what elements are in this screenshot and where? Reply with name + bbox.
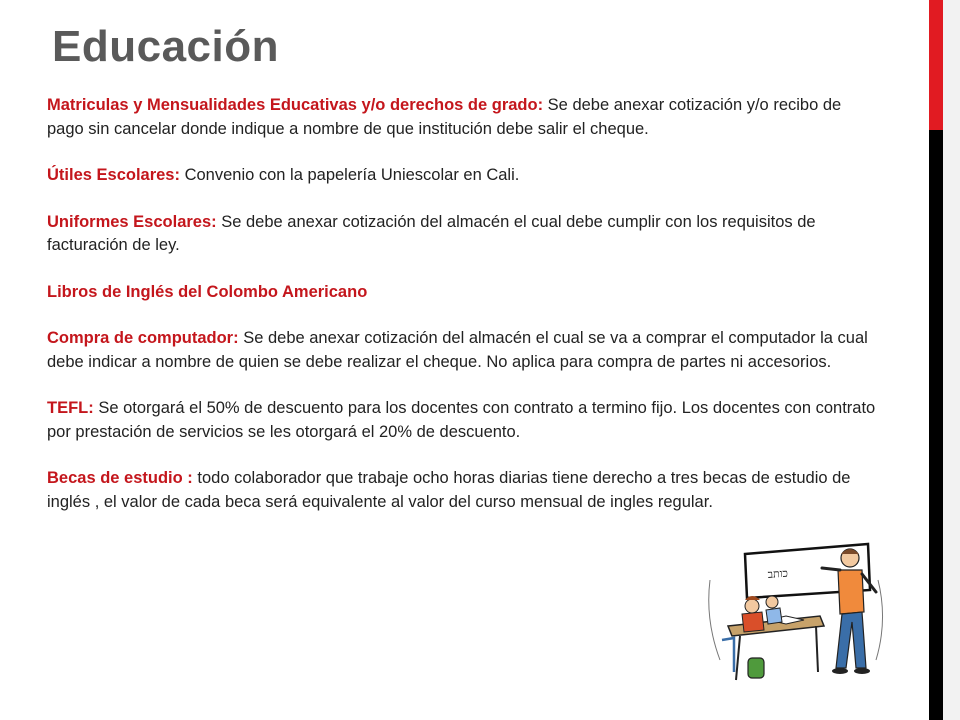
board-text: כותב	[767, 566, 789, 581]
item-label: Compra de computador:	[47, 329, 239, 347]
item-text: Se debe anexar cotización del almacén el cual debe cumplir con los requisitos de facturación de ley.	[47, 212, 816, 254]
item-becas	[47, 467, 882, 514]
item-libros	[47, 281, 882, 305]
item-label: Becas de estudio :	[47, 469, 193, 487]
item-computador	[47, 327, 882, 374]
item-label: Libros de Inglés del Colombo Americano	[47, 282, 368, 301]
side-margin	[943, 0, 960, 720]
benefits-list	[47, 94, 882, 537]
item-utiles	[47, 164, 882, 188]
accent-bar-red	[929, 0, 943, 130]
item-label: Útiles Escolares:	[47, 166, 180, 184]
item-label: TEFL:	[47, 399, 94, 417]
slide-title: Educación	[52, 22, 279, 71]
item-label: Matriculas y Mensualidades Educativas y/o derechos de grado:	[47, 96, 544, 114]
accent-bar-black	[929, 130, 943, 720]
item-text: Convenio con la papelería Uniescolar en Cali.	[179, 166, 520, 184]
item-label: Uniformes Escolares:	[47, 212, 217, 231]
item-text: Se otorgará el 50% de descuento para los docentes con contrato a termino fijo. Los docentes con contrato por prestación de servicios se les otorgará el 20% de descuento.	[47, 399, 876, 441]
item-tefl	[47, 397, 882, 444]
classroom-teacher-illustration	[700, 540, 890, 690]
item-text: Se debe anexar cotización del almacén el cual se va a comprar el computador la cual debe indicar a nombre de quien se debe realizar el cheque. No aplica para compra de partes ni accesorios.	[47, 329, 868, 371]
item-text: Se debe anexar cotización y/o recibo de pago sin cancelar donde indique a nombre de que institución debe salir el cheque.	[47, 96, 842, 138]
item-text: todo colaborador que trabaje ocho horas diarias tiene derecho a tres becas de estudio de inglés , el valor de cada beca será equivalente al valor del curso mensual de ingles regular.	[47, 469, 851, 511]
item-uniformes	[47, 211, 882, 258]
item-matriculas	[47, 94, 882, 141]
